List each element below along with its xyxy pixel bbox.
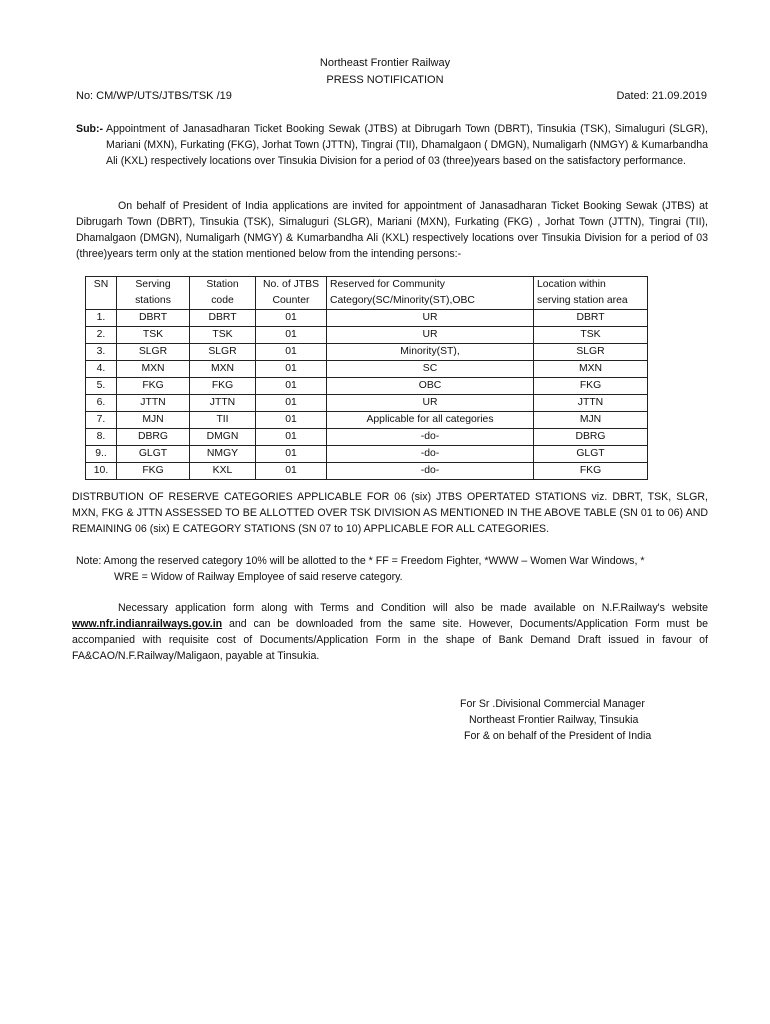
header-sn: SN	[86, 277, 117, 310]
signature-block	[455, 696, 685, 744]
cell-reserved: -do-	[327, 463, 534, 480]
cell-code: MXN	[190, 361, 256, 378]
cell-location: JTTN	[534, 395, 648, 412]
reference-number: No: CM/WP/UTS/JTBS/TSK /19	[76, 90, 232, 102]
cell-code: FKG	[190, 378, 256, 395]
cell-location: FKG	[534, 378, 648, 395]
cell-counter: 01	[256, 378, 327, 395]
cell-location: TSK	[534, 327, 648, 344]
cell-station: SLGR	[117, 344, 190, 361]
cell-sn: 8.	[86, 429, 117, 446]
table-row	[86, 429, 648, 446]
document-title: PRESS NOTIFICATION	[326, 74, 444, 86]
cell-counter: 01	[256, 429, 327, 446]
note-line-2: WRE = Widow of Railway Employee of said reserve category.	[114, 571, 403, 583]
cell-code: KXL	[190, 463, 256, 480]
cell-reserved: -do-	[327, 446, 534, 463]
application-text-before-link: Necessary application form along with Terms and Condition will also be made available on N.F.Railway's website	[118, 602, 708, 614]
cell-code: TSK	[190, 327, 256, 344]
header-location: Location within serving station area	[534, 277, 648, 310]
cell-sn: 1.	[86, 310, 117, 327]
table-row	[86, 378, 648, 395]
cell-location: SLGR	[534, 344, 648, 361]
cell-location: GLGT	[534, 446, 648, 463]
cell-counter: 01	[256, 395, 327, 412]
cell-reserved: SC	[327, 361, 534, 378]
cell-sn: 4.	[86, 361, 117, 378]
header-station-code: Station code	[190, 277, 256, 310]
application-text-after-link: and can be downloaded from the same site. However, Documents/Application Form must be accompanied with requisite cost of Documents/Application Form in the shape of Bank Demand Draft issued in favour of FA&CAO/N.F.Railway/Maligaon, payable at Tinsukia.	[72, 618, 708, 662]
cell-sn: 7.	[86, 412, 117, 429]
cell-station: JTTN	[117, 395, 190, 412]
signature-line-1: For Sr .Divisional Commercial Manager	[460, 698, 645, 710]
cell-counter: 01	[256, 412, 327, 429]
date: Dated: 21.09.2019	[616, 90, 707, 102]
cell-location: FKG	[534, 463, 648, 480]
table-row	[86, 310, 648, 327]
cell-station: MXN	[117, 361, 190, 378]
cell-counter: 01	[256, 310, 327, 327]
cell-reserved: -do-	[327, 429, 534, 446]
cell-station: DBRT	[117, 310, 190, 327]
cell-station: FKG	[117, 463, 190, 480]
cell-sn: 6.	[86, 395, 117, 412]
cell-location: DBRG	[534, 429, 648, 446]
header-serving-stations: Serving stations	[117, 277, 190, 310]
stations-table	[85, 276, 648, 480]
note-block	[76, 553, 710, 585]
cell-counter: 01	[256, 344, 327, 361]
header-counter: No. of JTBS Counter	[256, 277, 327, 310]
subject-text: Appointment of Janasadharan Ticket Booking Sewak (JTBS) at Dibrugarh Town (DBRT), Tinsukia (TSK), Simaluguri (SLGR), Mariani (MXN), Furkating (FKG), Jorhat Town (JTTN), Tingrai (TII), Dhamalgaon ( DMGN), Numaligarh (NMGY) & Kumarbandha Ali (KXL) respectively locations over Tinsukia Division for a period of 03 (three)years based on the satisfactory performance.	[106, 123, 708, 167]
cell-location: MJN	[534, 412, 648, 429]
cell-location: MXN	[534, 361, 648, 378]
cell-code: DMGN	[190, 429, 256, 446]
cell-sn: 2.	[86, 327, 117, 344]
cell-reserved: UR	[327, 310, 534, 327]
distribution-paragraph: DISTRBUTION OF RESERVE CATEGORIES APPLICABLE FOR 06 (six) JTBS OPERTATED STATIONS viz. DBRT, TSK, SLGR, MXN, FKG & JTTN ASSESSED TO BE ALLOTTED OVER TSK DIVISION AS MENTIONED IN THE ABOVE TABLE (SN 01 to 06) AND REMAINING 06 (six) E CATEGORY STATIONS (SN 07 to 10) APPLICABLE FOR ALL CATEGORIES.	[72, 491, 708, 535]
cell-reserved: Minority(ST),	[327, 344, 534, 361]
table-row	[86, 412, 648, 429]
cell-sn: 3.	[86, 344, 117, 361]
cell-counter: 01	[256, 446, 327, 463]
cell-sn: 9..	[86, 446, 117, 463]
cell-sn: 5.	[86, 378, 117, 395]
cell-sn: 10.	[86, 463, 117, 480]
cell-station: MJN	[117, 412, 190, 429]
header-reserved-category: Reserved for Community Category(SC/Minority(ST),OBC	[327, 277, 534, 310]
subject-block	[76, 121, 708, 169]
cell-reserved: UR	[327, 395, 534, 412]
cell-code: DBRT	[190, 310, 256, 327]
cell-station: TSK	[117, 327, 190, 344]
table-row	[86, 395, 648, 412]
table-header-row	[86, 277, 648, 310]
table-row	[86, 361, 648, 378]
org-name: Northeast Frontier Railway	[319, 57, 451, 69]
cell-location: DBRT	[534, 310, 648, 327]
application-form-paragraph	[72, 600, 708, 664]
cell-counter: 01	[256, 463, 327, 480]
website-link[interactable]: www.nfr.indianrailways.gov.in	[72, 618, 223, 630]
table-row	[86, 344, 648, 361]
cell-station: FKG	[117, 378, 190, 395]
table-row	[86, 463, 648, 480]
signature-line-3: For & on behalf of the President of India	[464, 730, 652, 742]
cell-counter: 01	[256, 327, 327, 344]
cell-reserved: Applicable for all categories	[327, 412, 534, 429]
cell-code: TII	[190, 412, 256, 429]
signature-line-2: Northeast Frontier Railway, Tinsukia	[469, 714, 639, 726]
cell-reserved: UR	[327, 327, 534, 344]
cell-station: DBRG	[117, 429, 190, 446]
note-line-1: Note: Among the reserved category 10% will be allotted to the * FF = Freedom Fighter, *WWW – Women War Windows, *	[76, 555, 645, 567]
cell-code: SLGR	[190, 344, 256, 361]
subject-label: Sub:-	[76, 123, 104, 135]
cell-reserved: OBC	[327, 378, 534, 395]
cell-counter: 01	[256, 361, 327, 378]
invitation-paragraph: On behalf of President of India applications are invited for appointment of Janasadharan Ticket Booking Sewak (JTBS) at Dibrugarh Town (DBRT), Tinsukia (TSK), Simaluguri (SLGR), Mariani (MXN), Furkating (FKG) , Jorhat Town (JTTN), Tingrai (TII), Dhamalgaon (DMGN), Numaligarh (NMGY) & Kumarbandha Ali (KXL) respectively locations over Tinsukia Division for a period of 03 (three)years term only at the station mentioned below from the intending persons:-	[76, 200, 708, 260]
cell-code: NMGY	[190, 446, 256, 463]
cell-code: JTTN	[190, 395, 256, 412]
table-row	[86, 327, 648, 344]
table-row	[86, 446, 648, 463]
cell-station: GLGT	[117, 446, 190, 463]
